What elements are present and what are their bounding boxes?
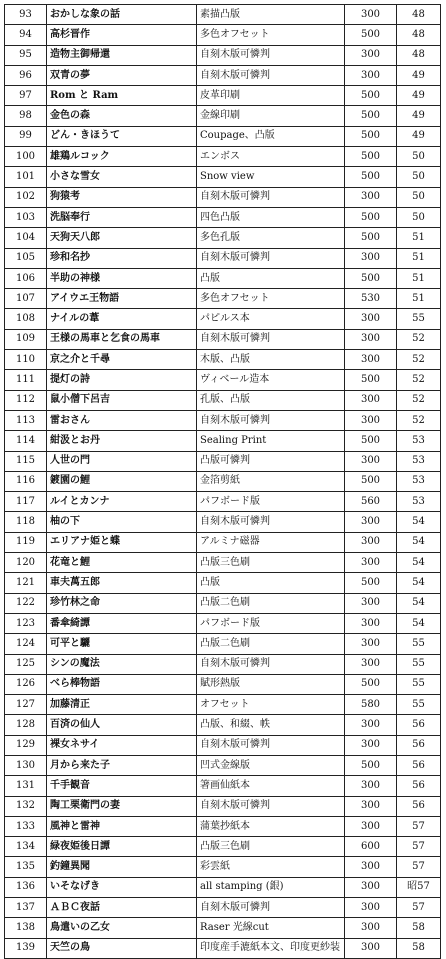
printing-technique: Raser 光線cut (197, 918, 345, 938)
table-row (5, 776, 441, 796)
book-number: 100 (5, 147, 47, 167)
table-row (5, 167, 441, 187)
book-number: 107 (5, 289, 47, 309)
book-title: 百済の仙人 (47, 715, 197, 735)
book-number: 135 (5, 857, 47, 877)
book-title: 月から来た子 (47, 755, 197, 775)
page-number: 57 (397, 837, 441, 857)
page-number: 50 (397, 147, 441, 167)
page-number: 57 (397, 857, 441, 877)
table-row (5, 431, 441, 451)
book-title: 京之介と千尋 (47, 350, 197, 370)
copy-count: 300 (345, 45, 397, 65)
book-title: 狗猿考 (47, 187, 197, 207)
page-number: 54 (397, 593, 441, 613)
table-row (5, 695, 441, 715)
page-number: 57 (397, 898, 441, 918)
printing-technique: 印度産手漉紙本文、印度更紗装 (197, 938, 345, 958)
book-number: 115 (5, 451, 47, 471)
printing-technique: 自刻木版可憐判 (197, 898, 345, 918)
book-number: 125 (5, 654, 47, 674)
copy-count: 560 (345, 492, 397, 512)
printing-technique: 蒲葉抄紙本 (197, 816, 345, 836)
table-row (5, 410, 441, 430)
book-title: 柚の下 (47, 512, 197, 532)
book-title: ルイとカンナ (47, 492, 197, 512)
page-number: 55 (397, 674, 441, 694)
table-row (5, 654, 441, 674)
book-number: 136 (5, 877, 47, 897)
book-number: 114 (5, 431, 47, 451)
printing-technique: 凸版、和綴、帙 (197, 715, 345, 735)
book-number: 95 (5, 45, 47, 65)
copy-count: 300 (345, 796, 397, 816)
table-row (5, 816, 441, 836)
page-number: 52 (397, 370, 441, 390)
book-title: 釣鐘異聞 (47, 857, 197, 877)
book-title: 鍍園の鯉 (47, 471, 197, 491)
book-title: 王様の馬車と乞食の馬車 (47, 329, 197, 349)
printing-technique: 賦形熱版 (197, 674, 345, 694)
printing-technique: 凸版二色刷 (197, 593, 345, 613)
book-number: 96 (5, 65, 47, 85)
book-title: 半助の神様 (47, 268, 197, 288)
book-number: 106 (5, 268, 47, 288)
book-number: 119 (5, 532, 47, 552)
book-number: 102 (5, 187, 47, 207)
table-row (5, 573, 441, 593)
table-row (5, 248, 441, 268)
copy-count: 600 (345, 837, 397, 857)
book-title: ＡＢＣ夜話 (47, 898, 197, 918)
copy-count: 500 (345, 126, 397, 146)
printing-technique: パピルス本 (197, 309, 345, 329)
book-number: 124 (5, 634, 47, 654)
copy-count: 300 (345, 654, 397, 674)
table-row (5, 898, 441, 918)
copy-count: 300 (345, 735, 397, 755)
book-number: 129 (5, 735, 47, 755)
copy-count: 300 (345, 248, 397, 268)
book-title: 陶工栗衛門の妻 (47, 796, 197, 816)
page-number: 54 (397, 553, 441, 573)
book-title: 裸女ネサイ (47, 735, 197, 755)
copy-count: 300 (345, 532, 397, 552)
table-row (5, 207, 441, 227)
book-title: 可平と驪 (47, 634, 197, 654)
book-title: 高杉晋作 (47, 25, 197, 45)
catalog-table (4, 4, 441, 959)
book-title: いそなげき (47, 877, 197, 897)
book-title: おかしな象の話 (47, 5, 197, 25)
copy-count: 500 (345, 370, 397, 390)
book-number: 104 (5, 228, 47, 248)
page-number: 55 (397, 695, 441, 715)
book-number: 120 (5, 553, 47, 573)
page-number: 56 (397, 735, 441, 755)
table-row (5, 228, 441, 248)
printing-technique: 多色オフセット (197, 25, 345, 45)
book-number: 111 (5, 370, 47, 390)
copy-count: 500 (345, 147, 397, 167)
table-row (5, 492, 441, 512)
copy-count: 500 (345, 228, 397, 248)
table-row (5, 45, 441, 65)
book-number: 99 (5, 126, 47, 146)
table-row (5, 938, 441, 958)
book-number: 118 (5, 512, 47, 532)
page-number: 50 (397, 167, 441, 187)
book-number: 108 (5, 309, 47, 329)
printing-technique: 金線印刷 (197, 106, 345, 126)
copy-count: 580 (345, 695, 397, 715)
page-number: 52 (397, 350, 441, 370)
copy-count: 500 (345, 674, 397, 694)
book-title: 紺汲とお丹 (47, 431, 197, 451)
book-number: 103 (5, 207, 47, 227)
printing-technique: 自刻木版可憐判 (197, 329, 345, 349)
table-row (5, 512, 441, 532)
printing-technique: オフセット (197, 695, 345, 715)
page-number: 56 (397, 796, 441, 816)
book-number: 112 (5, 390, 47, 410)
page-number: 54 (397, 613, 441, 633)
copy-count: 300 (345, 309, 397, 329)
page-number: 54 (397, 573, 441, 593)
copy-count: 300 (345, 451, 397, 471)
table-row (5, 735, 441, 755)
table-row (5, 390, 441, 410)
table-row (5, 613, 441, 633)
page-number: 51 (397, 289, 441, 309)
copy-count: 300 (345, 593, 397, 613)
copy-count: 300 (345, 390, 397, 410)
printing-technique: 自刻木版可憐判 (197, 45, 345, 65)
copy-count: 300 (345, 857, 397, 877)
printing-technique: 木版、凸版 (197, 350, 345, 370)
printing-technique: 彩雲紙 (197, 857, 345, 877)
copy-count: 300 (345, 613, 397, 633)
table-row (5, 918, 441, 938)
printing-technique: 凸版 (197, 268, 345, 288)
table-row (5, 86, 441, 106)
printing-technique: 凸版三色刷 (197, 553, 345, 573)
book-number: 133 (5, 816, 47, 836)
page-number: 52 (397, 390, 441, 410)
printing-technique: アルミナ磁器 (197, 532, 345, 552)
book-number: 101 (5, 167, 47, 187)
copy-count: 300 (345, 898, 397, 918)
printing-technique: 自刻木版可憐判 (197, 65, 345, 85)
book-title: どん・きほうて (47, 126, 197, 146)
printing-technique: 自刻木版可憐判 (197, 248, 345, 268)
table-row (5, 593, 441, 613)
table-row (5, 5, 441, 25)
copy-count: 300 (345, 5, 397, 25)
copy-count: 300 (345, 329, 397, 349)
table-row (5, 674, 441, 694)
table-row (5, 309, 441, 329)
printing-technique: Coupage、凸版 (197, 126, 345, 146)
book-title: 車夫萬五郎 (47, 573, 197, 593)
book-title: Rom と Ram (47, 86, 197, 106)
page-number: 50 (397, 187, 441, 207)
book-title: シンの魔法 (47, 654, 197, 674)
copy-count: 300 (345, 350, 397, 370)
printing-technique: 凹式金線版 (197, 755, 345, 775)
book-number: 128 (5, 715, 47, 735)
book-number: 139 (5, 938, 47, 958)
book-title: 雷おさん (47, 410, 197, 430)
page-number: 49 (397, 65, 441, 85)
copy-count: 300 (345, 776, 397, 796)
book-title: アイウエ王物語 (47, 289, 197, 309)
page-number: 51 (397, 228, 441, 248)
copy-count: 500 (345, 207, 397, 227)
printing-technique: ヴィベール造本 (197, 370, 345, 390)
book-number: 121 (5, 573, 47, 593)
book-number: 132 (5, 796, 47, 816)
book-title: 加藤清正 (47, 695, 197, 715)
copy-count: 500 (345, 573, 397, 593)
page-number: 54 (397, 532, 441, 552)
book-title: 番傘綺譚 (47, 613, 197, 633)
table-row (5, 532, 441, 552)
table-row (5, 289, 441, 309)
printing-technique: エンボス (197, 147, 345, 167)
book-title: 天竺の鳥 (47, 938, 197, 958)
page-number: 55 (397, 634, 441, 654)
printing-technique: 自刻木版可憐判 (197, 512, 345, 532)
page-number: 58 (397, 918, 441, 938)
printing-technique: 多色オフセット (197, 289, 345, 309)
book-title: 風神と雷神 (47, 816, 197, 836)
table-row (5, 147, 441, 167)
copy-count: 300 (345, 918, 397, 938)
copy-count: 500 (345, 431, 397, 451)
copy-count: 500 (345, 167, 397, 187)
table-row (5, 755, 441, 775)
copy-count: 500 (345, 471, 397, 491)
book-number: 130 (5, 755, 47, 775)
book-title: 提灯の詩 (47, 370, 197, 390)
printing-technique: 箸画仙紙本 (197, 776, 345, 796)
book-number: 93 (5, 5, 47, 25)
page-number: 48 (397, 45, 441, 65)
copy-count: 300 (345, 553, 397, 573)
book-number: 123 (5, 613, 47, 633)
copy-count: 300 (345, 410, 397, 430)
book-title: 天狗天八郎 (47, 228, 197, 248)
printing-technique: パフボード版 (197, 613, 345, 633)
book-number: 138 (5, 918, 47, 938)
book-title: 金色の森 (47, 106, 197, 126)
page-number: 53 (397, 451, 441, 471)
page-number: 55 (397, 309, 441, 329)
book-title: 鳥遣いの乙女 (47, 918, 197, 938)
copy-count: 300 (345, 512, 397, 532)
table-row (5, 553, 441, 573)
page-number: 57 (397, 816, 441, 836)
table-row (5, 715, 441, 735)
page-number: 48 (397, 25, 441, 45)
table-row (5, 350, 441, 370)
page-number: 51 (397, 268, 441, 288)
table-row (5, 187, 441, 207)
table-row (5, 65, 441, 85)
book-title: 花竜と鯉 (47, 553, 197, 573)
book-title: エリアナ姫と蝶 (47, 532, 197, 552)
copy-count: 500 (345, 106, 397, 126)
book-number: 109 (5, 329, 47, 349)
page-number: 53 (397, 471, 441, 491)
page-number: 昭57 (397, 877, 441, 897)
copy-count: 500 (345, 86, 397, 106)
printing-technique: 素描凸版 (197, 5, 345, 25)
page-number: 54 (397, 512, 441, 532)
copy-count: 530 (345, 289, 397, 309)
copy-count: 300 (345, 816, 397, 836)
printing-technique: パフボード版 (197, 492, 345, 512)
printing-technique: 自刻木版可憐判 (197, 735, 345, 755)
printing-technique: 四色凸版 (197, 207, 345, 227)
page-number: 48 (397, 5, 441, 25)
copy-count: 300 (345, 715, 397, 735)
page-number: 50 (397, 207, 441, 227)
book-number: 110 (5, 350, 47, 370)
table-row (5, 796, 441, 816)
table-row (5, 370, 441, 390)
printing-technique: 凸版三色刷 (197, 837, 345, 857)
table-row (5, 25, 441, 45)
book-number: 113 (5, 410, 47, 430)
table-row (5, 634, 441, 654)
printing-technique: 凸版二色刷 (197, 634, 345, 654)
book-title: 珍和名抄 (47, 248, 197, 268)
printing-technique: Snow view (197, 167, 345, 187)
table-row (5, 837, 441, 857)
copy-count: 300 (345, 877, 397, 897)
table-row (5, 451, 441, 471)
table-row (5, 329, 441, 349)
printing-technique: 自刻木版可憐判 (197, 654, 345, 674)
book-title: ナイルの葦 (47, 309, 197, 329)
book-title: 双青の夢 (47, 65, 197, 85)
page-number: 49 (397, 106, 441, 126)
printing-technique: 多色孔版 (197, 228, 345, 248)
book-title: べら棒物語 (47, 674, 197, 694)
book-number: 127 (5, 695, 47, 715)
book-number: 126 (5, 674, 47, 694)
book-title: 小さな雪女 (47, 167, 197, 187)
printing-technique: 皮革印刷 (197, 86, 345, 106)
page-number: 49 (397, 86, 441, 106)
printing-technique: 凸版可憐判 (197, 451, 345, 471)
page-number: 56 (397, 776, 441, 796)
printing-technique: 孔版、凸版 (197, 390, 345, 410)
book-number: 116 (5, 471, 47, 491)
copy-count: 300 (345, 65, 397, 85)
book-number: 105 (5, 248, 47, 268)
page-number: 49 (397, 126, 441, 146)
book-title: 緑夜姫後日譚 (47, 837, 197, 857)
printing-technique: Sealing Print (197, 431, 345, 451)
book-number: 94 (5, 25, 47, 45)
table-row (5, 471, 441, 491)
page-number: 53 (397, 492, 441, 512)
printing-technique: 自刻木版可憐判 (197, 410, 345, 430)
book-number: 134 (5, 837, 47, 857)
catalog-table-body (5, 5, 441, 959)
page-number: 52 (397, 329, 441, 349)
book-title: 雄鶏ルコック (47, 147, 197, 167)
table-row (5, 877, 441, 897)
printing-technique: 凸版 (197, 573, 345, 593)
copy-count: 300 (345, 938, 397, 958)
book-number: 97 (5, 86, 47, 106)
table-row (5, 126, 441, 146)
printing-technique: all stamping (銀) (197, 877, 345, 897)
copy-count: 500 (345, 268, 397, 288)
copy-count: 300 (345, 187, 397, 207)
page-number: 56 (397, 755, 441, 775)
page-number: 53 (397, 431, 441, 451)
book-title: 千手観音 (47, 776, 197, 796)
book-number: 137 (5, 898, 47, 918)
catalog-page (4, 4, 440, 954)
book-title: 鼠小僧下呂吉 (47, 390, 197, 410)
book-title: 造物主御帰還 (47, 45, 197, 65)
table-row (5, 268, 441, 288)
copy-count: 300 (345, 634, 397, 654)
book-number: 117 (5, 492, 47, 512)
page-number: 52 (397, 410, 441, 430)
book-title: 人世の門 (47, 451, 197, 471)
page-number: 51 (397, 248, 441, 268)
table-row (5, 857, 441, 877)
page-number: 58 (397, 938, 441, 958)
printing-technique: 自刻木版可憐判 (197, 796, 345, 816)
book-number: 122 (5, 593, 47, 613)
book-number: 131 (5, 776, 47, 796)
copy-count: 500 (345, 25, 397, 45)
printing-technique: 自刻木版可憐判 (197, 187, 345, 207)
printing-technique: 金箔剪紙 (197, 471, 345, 491)
book-title: 珍竹林之命 (47, 593, 197, 613)
page-number: 55 (397, 654, 441, 674)
copy-count: 500 (345, 755, 397, 775)
book-title: 洗脳奉行 (47, 207, 197, 227)
book-number: 98 (5, 106, 47, 126)
table-row (5, 106, 441, 126)
page-number: 56 (397, 715, 441, 735)
